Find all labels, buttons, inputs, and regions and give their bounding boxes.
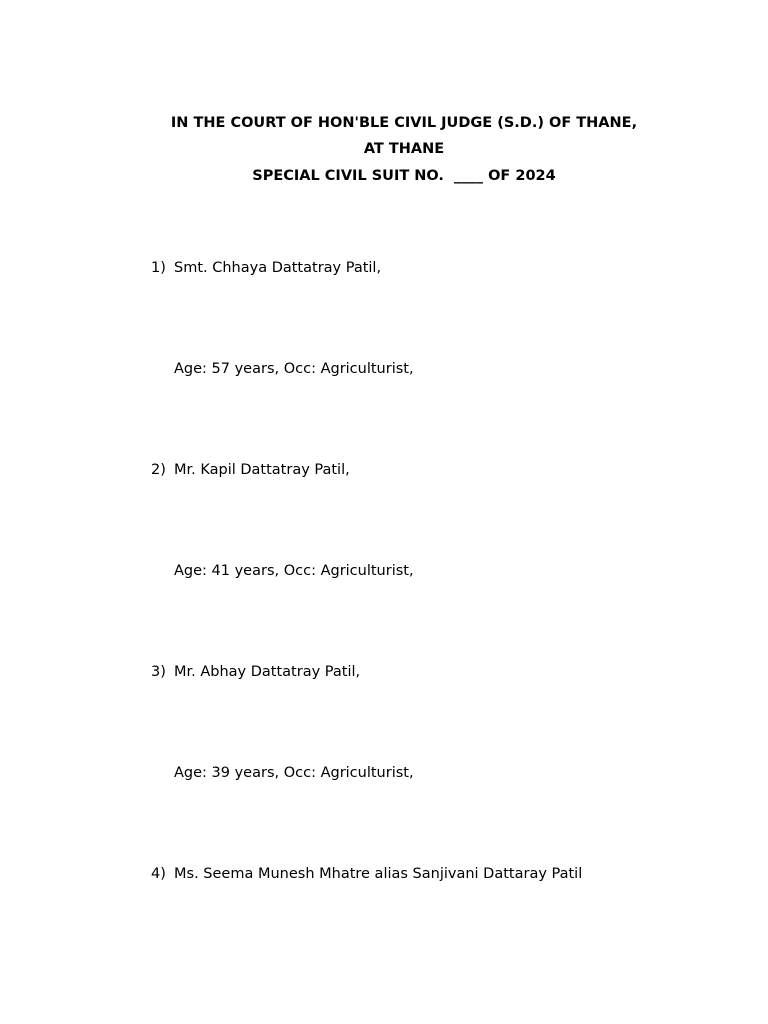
party-details: Age: 41 years, Occ: Agriculturist, xyxy=(174,563,414,579)
suit-number: SPECIAL CIVIL SUIT NO. ____ OF 2024 xyxy=(252,168,556,184)
party-name: Mr. Kapil Dattatray Patil, xyxy=(174,462,350,478)
party-number: 3) xyxy=(151,664,166,680)
party-name: Mr. Abhay Dattatray Patil, xyxy=(174,664,361,680)
party-name: Smt. Chhaya Dattatray Patil, xyxy=(174,260,382,276)
party-number: 1) xyxy=(151,260,166,276)
party-name: Ms. Seema Munesh Mhatre alias Sanjivani Dattaray Patil xyxy=(174,866,583,882)
party-details: Age: 39 years, Occ: Agriculturist, xyxy=(174,765,414,781)
court-title: IN THE COURT OF HON'BLE CIVIL JUDGE (S.D.) OF THANE, xyxy=(170,115,638,131)
party-number: 4) xyxy=(151,866,166,882)
court-location: AT THANE xyxy=(363,141,445,157)
party-number: 2) xyxy=(151,462,166,478)
party-details: Age: 57 years, Occ: Agriculturist, xyxy=(174,361,414,377)
